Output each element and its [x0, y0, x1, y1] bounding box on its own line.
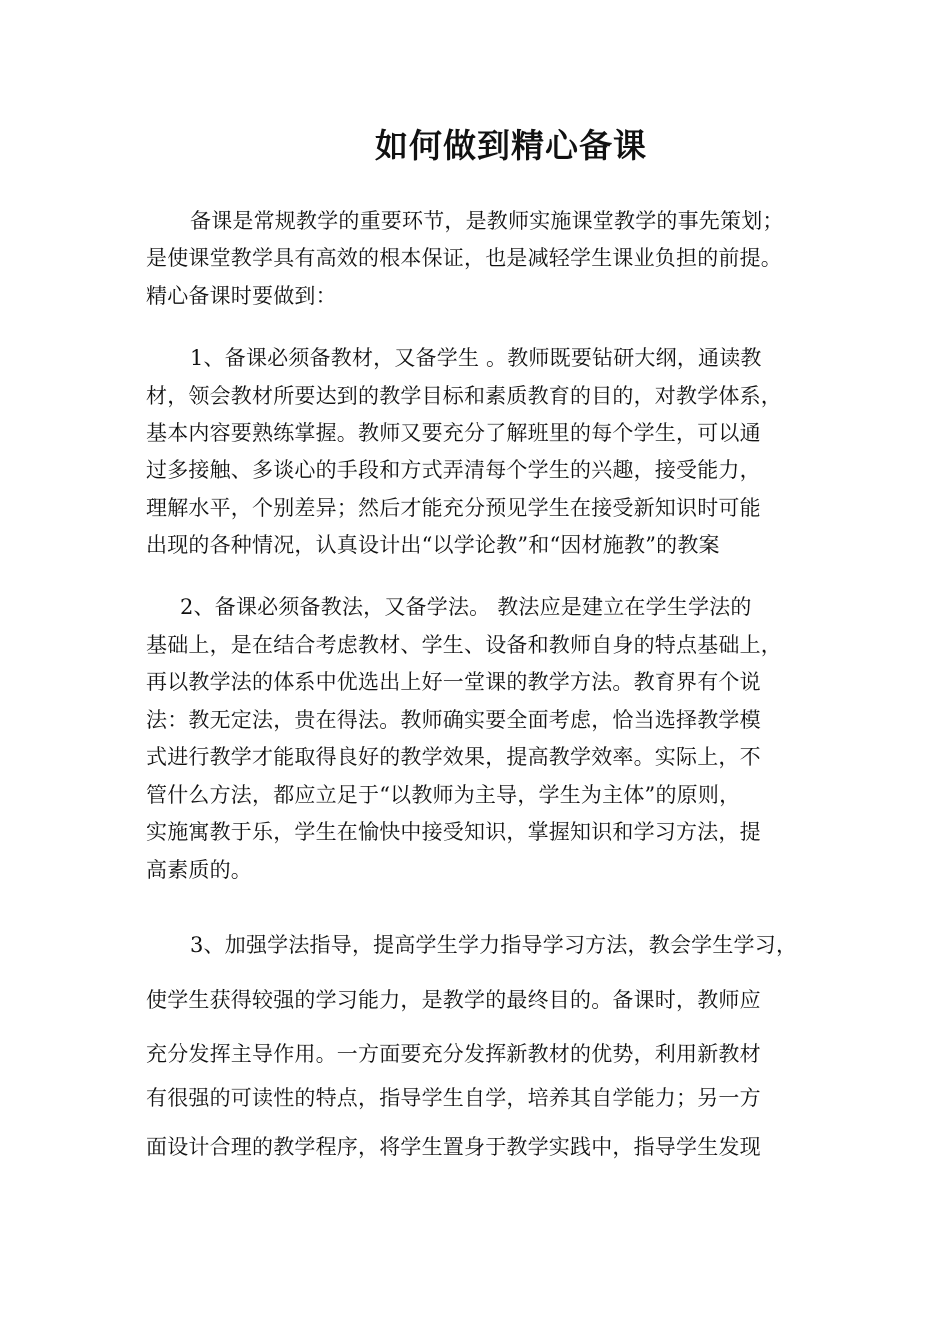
text-line: 式进行教学才能取得良好的教学效果，提高教学效率。实际上，不: [146, 745, 761, 769]
text-line: 精心备课时要做到：: [146, 284, 337, 308]
text-line: 使学生获得较强的学习能力，是教学的最终目的。备课时，教师应: [146, 988, 761, 1012]
text-line: 高素质的。: [146, 858, 252, 882]
text-line: 过多接触、多谈心的手段和方式弄清每个学生的兴趣，接受能力，: [146, 458, 761, 482]
text-line: 再以教学法的体系中优选出上好一堂课的教学方法。教育界有个说: [146, 670, 761, 694]
text-line: 有很强的可读性的特点，指导学生自学，培养其自学能力；另一方: [146, 1086, 761, 1110]
text-line: 充分发挥主导作用。一方面要充分发挥新教材的优势，利用新教材: [146, 1042, 761, 1066]
text-line: 2、备课必须备教法，又备学法。 教法应是建立在学生学法的: [180, 595, 752, 619]
text-line: 3、加强学法指导，提高学生学力指导学习方法，教会学生学习，: [190, 933, 798, 957]
text-line: 法：教无定法，贵在得法。教师确实要全面考虑，恰当选择教学模: [146, 708, 761, 732]
text-line: 理解水平，个别差异；然后才能充分预见学生在接受新知识时可能: [146, 496, 761, 520]
text-line: 面设计合理的教学程序，将学生置身于教学实践中，指导学生发现: [146, 1135, 761, 1159]
text-line: 1、备课必须备教材，又备学生 。教师既要钻研大纲，通读教: [190, 346, 762, 370]
text-line: 基本内容要熟练掌握。教师又要充分了解班里的每个学生，可以通: [146, 421, 761, 445]
text-line: 是使课堂教学具有高效的根本保证，也是减轻学生课业负担的前提。: [146, 246, 782, 270]
text-line: 出现的各种情况，认真设计出“以学论教”和“因材施教”的教案: [146, 533, 720, 557]
text-line: 材，领会教材所要达到的教学目标和素质教育的目的，对教学体系，: [146, 384, 782, 408]
text-line: 实施寓教于乐，学生在愉快中接受知识，掌握知识和学习方法，提: [146, 820, 761, 844]
text-line: 基础上，是在结合考虑教材、学生、设备和教师自身的特点基础上，: [146, 633, 782, 657]
text-line: 备课是常规教学的重要环节，是教师实施课堂教学的事先策划；: [190, 209, 784, 233]
text-line: 管什么方法，都应立足于“以教师为主导，学生为主体”的原则，: [146, 783, 741, 807]
document-title: 如何做到精心备课: [375, 126, 647, 165]
